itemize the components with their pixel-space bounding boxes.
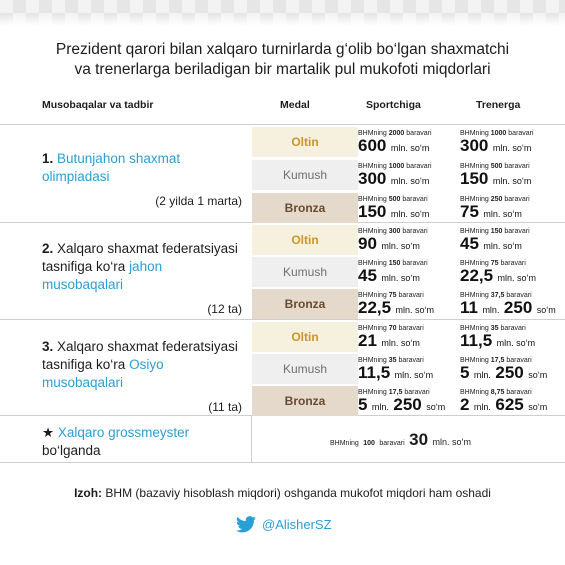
athlete-amount: BHMning 2000 baravari 600 mln. so‘m (358, 130, 432, 155)
medal-silver: Kumush (252, 160, 358, 190)
checkered-banner (0, 0, 565, 26)
medal-gold: Oltin (252, 225, 358, 255)
event-grandmaster: ★ Xalqaro grossmeyster bo‘lganda (42, 425, 190, 458)
header-event: Musobaqalar va tadbir (42, 99, 154, 111)
twitter-bird-icon (236, 516, 256, 533)
coach-amount: BHMning 1000 baravari 300 mln. so‘m (460, 130, 534, 155)
athlete-amount: BHMning 17,5 baravari 5 mln. 250 so‘m (358, 389, 446, 414)
athlete-amount: BHMning 1000 baravari 300 mln. so‘m (358, 163, 432, 188)
coach-amount: BHMning 500 baravari 150 mln. so‘m (460, 163, 532, 188)
header-coach: Trenerga (476, 99, 521, 111)
event-1: 1. Butunjahon shaxmat olimpiadasi (2 yilda 1 marta) (42, 151, 242, 208)
coach-amount: BHMning 150 baravari 45 mln. so‘m (460, 228, 530, 253)
athlete-amount: BHMning 70 baravari 21 mln. so‘m (358, 325, 424, 350)
event-2: 2. Xalqaro shaxmat federatsiyasi tasnifiga ko‘ra jahon musobaqalari (12 ta) (42, 241, 242, 316)
medal-gold: Oltin (252, 127, 358, 157)
coach-amount: BHMning 35 baravari 11,5 mln. so‘m (460, 325, 536, 350)
divider (0, 319, 565, 320)
athlete-amount: BHMning 150 baravari 45 mln. so‘m (358, 260, 428, 285)
grandmaster-amount: BHMning 100 baravari 30 mln. so‘m (330, 430, 472, 449)
athlete-amount: BHMning 75 baravari 22,5 mln. so‘m (358, 292, 435, 317)
medal-bronze: Bronza (252, 193, 358, 223)
athlete-amount: BHMning 35 baravari 11,5 mln. so‘m (358, 357, 434, 382)
athlete-amount: BHMning 500 baravari 150 mln. so‘m (358, 196, 430, 221)
header-medal: Medal (280, 99, 310, 111)
medal-bronze: Bronza (252, 386, 358, 416)
page-title: Prezident qarori bilan xalqaro turnirlarda g‘olib bo‘lgan shaxmatchi va trenerlarga beriladigan bir martalik pul mukofoti miqdorlari (55, 41, 510, 78)
coach-amount: BHMning 75 baravari 22,5 mln. so‘m (460, 260, 537, 285)
event-3: 3. Xalqaro shaxmat federatsiyasi tasnifiga ko‘ra Osiyo musobaqalari (11 ta) (42, 339, 242, 414)
coach-amount: BHMning 17,5 baravari 5 mln. 250 so‘m (460, 357, 548, 382)
twitter-handle[interactable]: @AlisherSZ (236, 516, 332, 533)
medal-silver: Kumush (252, 354, 358, 384)
header-athlete: Sportchiga (366, 99, 421, 111)
athlete-amount: BHMning 300 baravari 90 mln. so‘m (358, 228, 428, 253)
medal-gold: Oltin (252, 322, 358, 352)
coach-amount: BHMning 250 baravari 75 mln. so‘m (460, 196, 530, 221)
medal-silver: Kumush (252, 257, 358, 287)
coach-amount: BHMning 37,5 baravari 11 mln. 250 so‘m (460, 292, 556, 317)
divider (0, 462, 565, 463)
footnote: Izoh: BHM (bazaviy hisoblash miqdori) oshganda mukofot miqdori ham oshadi (74, 486, 491, 500)
divider (0, 124, 565, 125)
coach-amount: BHMning 8,75 baravari 2 mln. 625 so‘m (460, 389, 548, 414)
medal-bronze: Bronza (252, 289, 358, 319)
